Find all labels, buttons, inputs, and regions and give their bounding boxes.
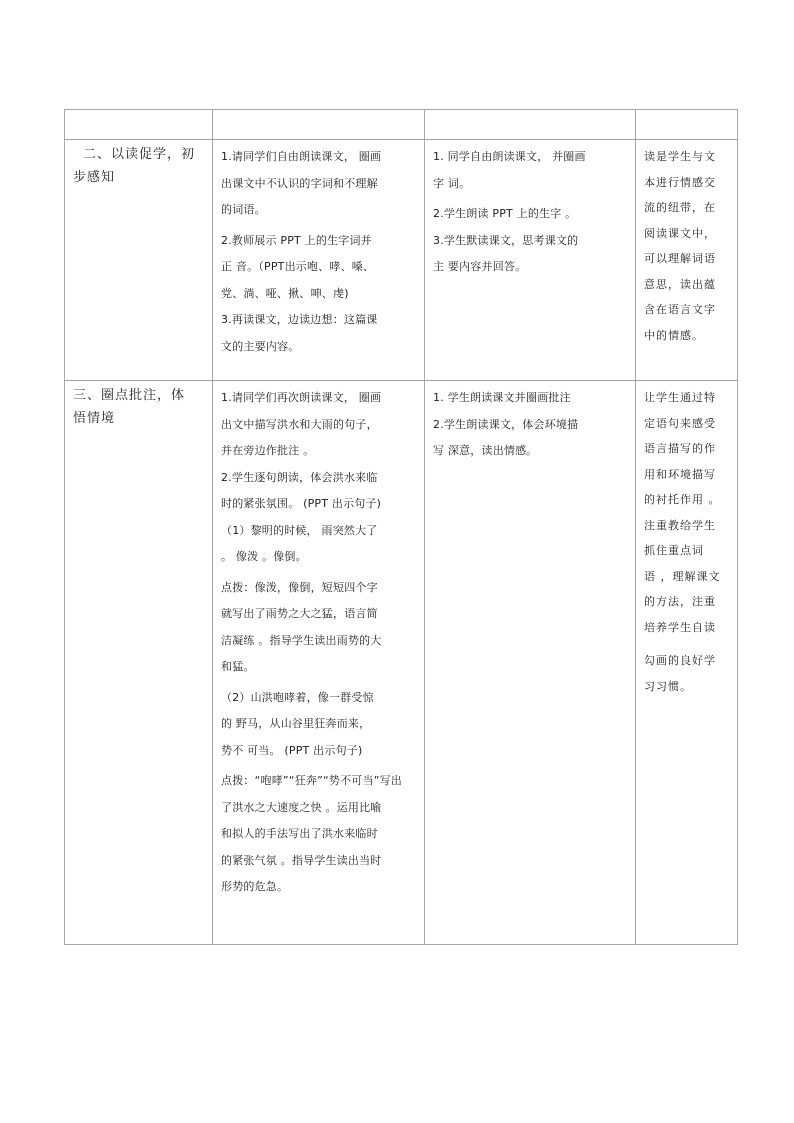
teacher-line: 出文中描写洪水和大雨的句子，	[221, 417, 378, 431]
teacher-line: 点拨：“咆哮”“狂奔”“势不可当”写出	[221, 774, 402, 787]
stage-title: 三、圈点批注，体	[73, 388, 186, 403]
teacher-line: 正 音。（PPT出示咆、哮、嗓、	[221, 260, 375, 273]
reason-line: 流的纽带，在	[644, 201, 716, 214]
teacher-activity-cell	[213, 140, 425, 381]
teacher-line: 的紧张气氛 。指导学生读出当时	[221, 853, 382, 867]
reason-line: 注重教给学生	[644, 518, 716, 532]
teacher-line: （2）山洪咆哮着，像一群受惊	[221, 690, 374, 704]
teacher-line: 和猛。	[221, 660, 255, 673]
student-line: 字 词。	[433, 176, 471, 190]
table-row	[65, 140, 738, 381]
reason-line: 习习惯。	[644, 679, 692, 693]
teacher-line: 的词语。	[221, 203, 266, 216]
reason-line: 让学生通过特	[644, 391, 716, 404]
stage-title: 步感知	[73, 170, 116, 185]
teacher-line: 文的主要内容。	[221, 339, 300, 353]
reason-line: 勾画的良好学	[644, 654, 716, 667]
reason-line: 的衬托作用 。	[644, 493, 721, 506]
header-cell-stage	[65, 110, 213, 140]
reason-line: 本进行情感交	[644, 175, 716, 189]
teacher-line: （1）黎明的时候， 雨突然大了	[221, 523, 378, 537]
reason-line: 的方法，注重	[644, 595, 716, 608]
reason-line: 含在语言文字	[644, 303, 716, 316]
stage-title: 悟情境	[73, 411, 116, 426]
teacher-line: 点拨：像泼，像倒，短短四个字	[221, 580, 378, 594]
header-cell-student	[425, 110, 636, 140]
header-cell-teacher	[213, 110, 425, 140]
teacher-line: 的 野马，从山谷里狂奔而来，	[221, 717, 371, 730]
student-line: 主 要内容并回答。	[433, 260, 527, 273]
teacher-line: 洁凝练 。指导学生读出雨势的大	[221, 633, 382, 647]
reason-line: 定语句来感受	[644, 416, 716, 430]
student-line: 2.学生朗读 PPT 上的生字 。	[433, 207, 577, 220]
reason-line: 阅读课文中，	[644, 226, 716, 240]
stage-title: 二、以读促学，初	[83, 147, 196, 162]
reason-line: 培养学生自读	[644, 620, 716, 634]
teacher-line: 和拟人的手法写出了洪水来临时	[221, 827, 378, 840]
teacher-line: 并在旁边作批注 。	[221, 444, 315, 457]
student-line: 写 深意，读出情感。	[433, 444, 538, 457]
table-header-row	[65, 110, 738, 140]
lesson-plan-table	[64, 109, 738, 945]
reason-line: 用和环境描写	[644, 467, 716, 481]
teacher-line: 党、淌、哑、揪、呻、虔)	[221, 286, 349, 300]
teacher-line: 形势的危急。	[221, 880, 289, 893]
teacher-line: 3.再读课文，边读边想：这篇课	[221, 313, 378, 326]
table-row	[65, 381, 738, 945]
teacher-line: 2.教师展示 PPT 上的生字词并	[221, 233, 372, 247]
teacher-line: 就写出了雨势之大之猛，语言简	[221, 607, 378, 620]
student-line: 3.学生默读课文，思考课文的	[433, 233, 579, 247]
teacher-line: 1.请同学们再次朗读课文， 圈画	[221, 391, 382, 404]
student-line: 2.学生朗读课文，体会环境描	[433, 417, 579, 431]
reason-line: 抓住重点词	[644, 544, 704, 557]
stage-cell	[65, 381, 213, 945]
design-reason-cell	[636, 381, 738, 945]
teacher-activity-cell	[213, 381, 425, 945]
teacher-line: 了洪水之大速度之快 。运用比喻	[221, 800, 382, 814]
header-cell-reason	[636, 110, 738, 140]
reason-line: 中的情感。	[644, 328, 704, 342]
teacher-line: 2.学生逐句朗读，体会洪水来临	[221, 470, 378, 484]
teacher-line: 。 像泼 。像倒。	[221, 550, 307, 563]
student-line: 1. 学生朗读课文并圈画批注	[433, 391, 571, 404]
reason-line: 意思，读出蕴	[644, 277, 716, 291]
teacher-line: 时的紧张氛围。 (PPT 出示句子)	[221, 497, 382, 510]
student-line: 1. 同学自由朗读课文， 并圈画	[433, 150, 586, 163]
teacher-line: 出课文中不认识的字词和不理解	[221, 176, 378, 190]
student-activity-cell	[425, 381, 636, 945]
reason-line: 语言描写的作	[644, 442, 716, 455]
teacher-line: 1.请同学们自由朗读课文， 圈画	[221, 150, 382, 163]
reason-line: 可以理解词语	[644, 252, 716, 265]
reason-line: 语 ，理解课文	[644, 569, 721, 583]
reason-line: 读是学生与文	[644, 150, 716, 163]
student-activity-cell	[425, 140, 636, 381]
stage-cell	[65, 140, 213, 381]
teacher-line: 势不 可当。 (PPT 出示句子)	[221, 743, 363, 757]
design-reason-cell	[636, 140, 738, 381]
